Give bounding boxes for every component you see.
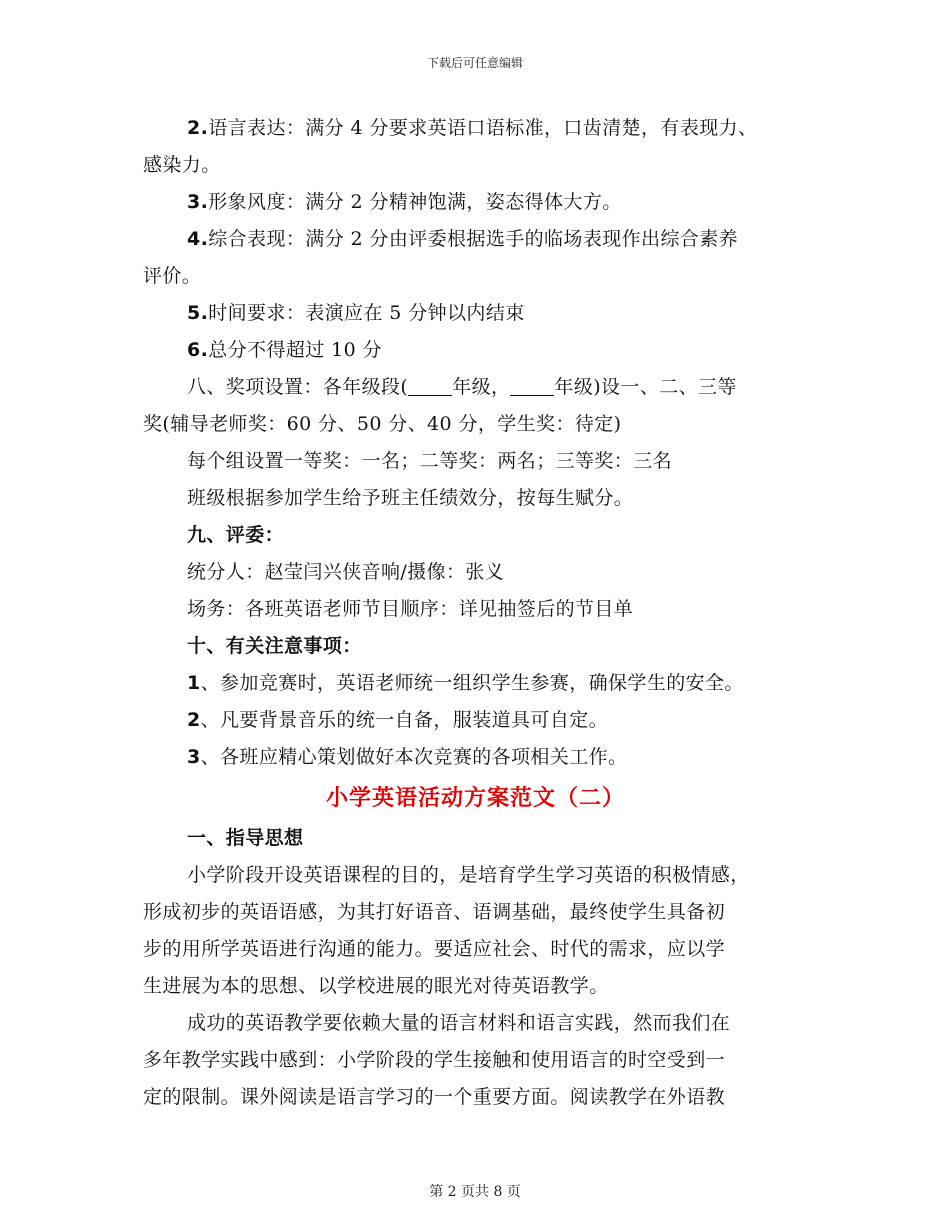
blank-underline [510,377,554,396]
item-text: 、凡要背景音乐的统一自备，服装道具可自定。 [200,709,609,731]
paragraph-1-line: 步的用所学英语进行沟通的能力。要适应社会、时代的需求，应以学 [143,938,726,960]
item-number: 1 [187,672,201,694]
item-number: 6. [187,339,209,361]
scoring-item-3 [143,184,808,221]
item-text: 总分不得超过 10 分 [208,339,382,361]
guiding-heading: 一、指导思想 [187,827,304,849]
scoring-item-4 [143,221,808,258]
notes-item-2 [143,702,808,739]
scoring-item-5 [143,295,808,332]
item-number: 3 [187,746,201,768]
awards-line-1 [143,369,808,406]
judges-line-1: 统分人：赵莹闫兴侠音响/摄像：张义 [187,561,505,583]
awards-text-b: 年级， [452,376,511,398]
paragraph-2-line: 多年教学实践中感到：小学阶段的学生接触和使用语言的时空受到一 [143,1049,726,1071]
paragraph-1-line: 形成初步的英语语感，为其打好语音、语调基础，最终使学生具备初 [143,901,726,923]
paragraph-1-line: 小学阶段开设英语课程的目的，是培育学生学习英语的积极情感， [187,864,750,886]
section-title: 小学英语活动方案范文（二） [325,785,625,811]
item-number: 5. [187,302,209,324]
item-number: 4. [187,228,209,250]
paragraph-1-line: 生进展为本的思想、以学校进展的眼光对待英语教学。 [143,975,609,997]
awards-line-2: 奖(辅导老师奖：60 分、50 分、40 分，学生奖：待定) [143,413,622,435]
item-text: 语言表达：满分 4 分要求英语口语标准，口齿清楚，有表现力、 [208,117,758,139]
judges-line-2: 场务：各班英语老师节目顺序：详见抽签后的节目单 [187,598,634,620]
judges-heading: 九、评委： [187,524,285,546]
awards-text-a: 八、奖项设置：各年级段( [187,376,409,398]
blank-underline [408,377,452,396]
item-number: 2 [187,709,201,731]
notes-heading: 十、有关注意事项： [187,635,362,657]
item-text: 综合表现：满分 2 分由评委根据选手的临场表现作出综合素养 [208,228,739,250]
scoring-item-2 [143,110,808,147]
item-number: 3. [187,191,209,213]
item-text: 形象风度：满分 2 分精神饱满，姿态得体大方。 [208,191,622,213]
paragraph-2-line: 定的限制。课外阅读是语言学习的一个重要方面。阅读教学在外语教 [143,1086,726,1108]
awards-line-4: 班级根据参加学生给予班主任绩效分，按每生赋分。 [187,487,634,509]
awards-text-c: 年级)设一、二、三等 [554,376,737,398]
paragraph-2-line: 成功的英语教学要依赖大量的语言材料和语言实践，然而我们在 [187,1012,731,1034]
scoring-item-2-cont: 感染力。 [143,154,221,176]
document-body [143,110,808,1116]
notes-item-3 [143,739,808,776]
scoring-item-4-cont: 评价。 [143,265,202,287]
page-header: 下载后可任意编辑 [426,56,523,70]
item-text: 、参加竞赛时，英语老师统一组织学生参赛，确保学生的安全。 [200,672,744,694]
item-number: 2. [187,117,209,139]
notes-item-1 [143,665,808,702]
page-footer: 第 2 页共 8 页 [429,1184,521,1200]
scoring-item-6 [143,332,808,369]
item-text: 、各班应精心策划做好本次竞赛的各项相关工作。 [200,746,628,768]
item-text: 时间要求：表演应在 5 分钟以内结束 [208,302,525,324]
awards-line-3: 每个组设置一等奖：一名；二等奖：两名；三等奖：三名 [187,450,673,472]
